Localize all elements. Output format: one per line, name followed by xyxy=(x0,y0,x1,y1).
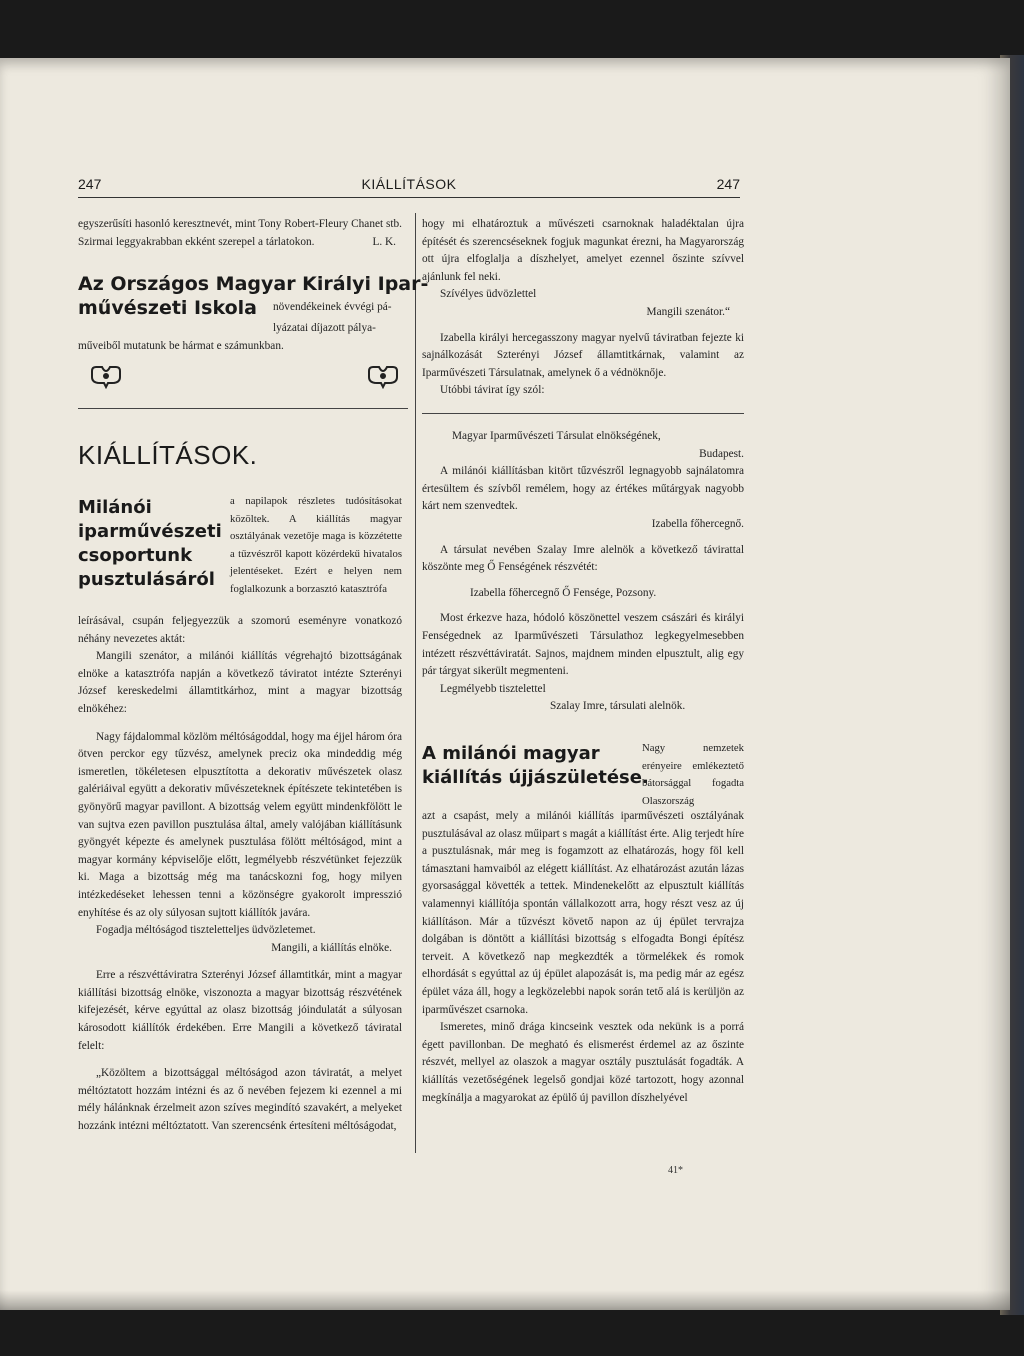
paragraph: Izabella királyi hercegasszony magyar nyelvű táviratban fejezte ki sajnálkozását Szterényi József államtitkárnak, valamint az Iparművészeti Társulatnak, amelynek ő a védnöknője. xyxy=(422,331,744,379)
section-title: KIÁLLÍTÁSOK. xyxy=(78,440,258,470)
right-body-top xyxy=(422,216,744,400)
paragraph: leírásával, csupán feljegyezzük a szomorú eseményre vonatkozó néhány nevezetes aktát: xyxy=(78,615,402,645)
milan-heading xyxy=(78,496,222,592)
school-text-inline: növendékeinek évvégi pá- xyxy=(273,301,392,313)
running-header xyxy=(78,176,740,196)
school-heading: Az Országos Magyar Királyi Ipar- xyxy=(78,273,429,295)
milan-heading-line: Milánói xyxy=(78,497,152,518)
column-rule xyxy=(415,213,416,1153)
left-body xyxy=(78,613,402,1136)
reborn-heading-line: A milánói magyar xyxy=(422,743,600,764)
right-body-bottom xyxy=(422,808,744,1107)
milan-heading-line: pusztulásáról xyxy=(78,569,215,590)
address-line: Budapest. xyxy=(699,447,744,460)
reborn-heading-line: kiállítás újjászületése. xyxy=(422,767,649,788)
header-rule xyxy=(78,197,740,198)
quote-text: „Közöltem a bizottsággal méltóságod azon táviratát, a melyet méltóztatott hozzám intézni és az ő nevében fejezem ki ezennel a mi mély hálánknak érzelmeit azon szíves megindító szavakért, a melyeket hozzánk intézni méltóztatott. Van szerencsénk értesíteni méltóságodat, xyxy=(78,1067,402,1133)
signature: Szalay Imre, társulati alelnök. xyxy=(550,700,686,713)
paragraph: A társulat nevében Szalay Imre alelnök a következő távirattal köszönte meg Ő Fenségének részvétét: xyxy=(422,543,744,574)
telegram-text: Nagy fájdalommal közlöm méltóságoddal, hogy ma éjjel három óra ötven perckor egy tűzvész, amelynek preciz oka mindeddig még ismeretlen, tökéletesen elpusztította a dekorativ művészetek olasz galériáival együtt a dekorativ művészeteknek építészete tekintetében is gyönyörű magyar pavillont. A bizottság velem együtt mindenkfölött le van sujtva ezen pavillon pusztulása által, amely valójában kiállításunk gyöngyét képezte és amelynek pusztulása fölött méltóságod, mint a magyar kormány képviselője előtt, legmélyebb részvétünket fejezzük ki. Maga a bizottság még ma tanácskozni fog, hogy milyen intézkedéseket lehessen tenni a közönségre gyakorolt impresszió enyhítése és az oly súlyosan sujtott kiállítók javára. xyxy=(78,730,402,919)
milan-heading-line: iparművészeti xyxy=(78,521,222,542)
paragraph: Ismeretes, minő drága kincseink vesztek oda nekünk is a porrá égett pavillonban. De megható és elismerést érdemel az az őszinte részvét, mellyel az olaszok a magyar osztály pusztulását fogadták. A kiállítás vezetőségének legelső gondjai közé tartozott, hogy azonnal megkínálja a magyarokat az épülő új pavillon díszhelyével xyxy=(422,1021,744,1104)
running-title: KIÁLLÍTÁSOK xyxy=(361,176,457,192)
school-note xyxy=(78,272,429,352)
paragraph: Utóbbi távirat így szól: xyxy=(440,384,545,397)
section-divider xyxy=(422,413,744,414)
ornament-icon xyxy=(90,365,122,389)
school-text-b: lyázatai díjazott pálya- xyxy=(273,322,376,334)
signature: Izabella főhercegnő. xyxy=(651,517,744,530)
paragraph: Mangili szenátor, a milánói kiállítás végrehajtó bizottságának elnöke a katasztrófa napján a következő táviratot intézte Szterényi József kereskedelmi államtitkárhoz, mint a magyar bizottság elnökéhez: xyxy=(78,650,402,715)
milan-side-text: a napilapok részletes tudósításokat közöltek. A kiállítás magyar osztályának vezetője maga is közzétette a tűzvészről kapott közérdekű hivatalos jelentéseket. Ezért e helyen nem foglalkozunk a borzasztó katasztrófa xyxy=(230,495,402,595)
milan-heading-line: csoportunk xyxy=(78,545,193,566)
paragraph: azt a csapást, mely a milánói kiállítás iparművészeti osztályának pusztulásával az olasz műipart s magát a kiállítást érte. Alig terjedt híre a pusztulásnak, már meg is fogamzott az elhatározás, hogy föl kell támasztani hamvaiból az elégett kiállítást. Az elhatározást azután lázas gyorsasággal követték a tettek. Mindenekelőtt az elpusztult kiállítás valamennyi kiállítója spontán vállalkozott arra, hogy részt vesz az új kiállításon. Már a tűzvészt követő napon az új épület tervrajza dolgában is döntött a kiállítási bizottság s elfogadta Bongi építész terveit. A következő nap megkezdték a törmelékek és romok elhordását s egyúttal az új épület alapozását is, ma pedig már az egész épület váza áll, hogy a legközelebbi napok során tető alá is kerüljön az iparművészet csarnoka. xyxy=(422,810,744,1016)
paragraph: Fogadja méltóságod tiszteletteljes üdvözletemet. xyxy=(96,924,316,937)
paragraph: Erre a részvéttáviratra Szterényi József államtitkár, mint a magyar kiállítási bizottság elnöke, viszonozta a magyar bizottság részvétének kifejezését, kérve egyúttal az olasz bizottság jóindulatát a súlyosan károsodott kiállítók érdekében. Erre Mangili a következő táviratal felelt: xyxy=(78,969,402,1052)
address-line: Magyar Iparművészeti Társulat elnökségének, xyxy=(452,430,661,442)
signature: Mangili, a kiállítás elnöke. xyxy=(271,941,392,954)
paragraph: hogy mi elhatároztuk a művészeti csarnoknak haladéktalan újra építését és szerencséseknek fogjuk magunkat érezni, ha Magyarország ott újra elfoglalja a díszhelyet, amelyet ezennel őszinte szívvel ajánlunk fel neki. xyxy=(422,218,744,283)
author-sign: L. K. xyxy=(372,235,396,248)
section-divider xyxy=(78,408,408,409)
telegram-text: A milánói kiállításban kitört tűzvészről legnagyobb sajnálatomra értesültem és szívből remélem, hogy az értékes műtárgyak nagyobb kárt nem szenvedtek. xyxy=(422,465,744,513)
greeting: Szívélyes üdvözlettel xyxy=(440,288,537,301)
reborn-side-text: Nagy nemzetek erényeire emlékeztető bátorsággal fogadta Olaszország xyxy=(642,742,744,807)
greeting: Legmélyebb tisztelettel xyxy=(440,682,546,695)
school-heading-2: művészeti Iskola xyxy=(78,297,257,319)
signature: Mangili szenátor.“ xyxy=(646,305,730,318)
address-line: Izabella főhercegnő Ő Fensége, Pozsony. xyxy=(470,586,657,599)
paragraph: Most érkezve haza, hódoló köszönettel veszem császári és királyi Fenségednek az Iparművészeti Társulathoz legkegyelmesebben intézett részvéttáviratát. Sajnos, majdnem minden elpusztult, alig egy pár tárgyat sikerült megmenteni. xyxy=(422,612,744,678)
left-intro xyxy=(78,216,402,251)
right-body-mid xyxy=(422,428,744,716)
paragraph: egyszerűsíti hasonló keresztnevét, mint Tony Robert-Fleury Chanet stb. Szirmai leggyakrabban ekként szerepel a tárlatokon. xyxy=(78,218,402,248)
page-number-left: 247 xyxy=(78,176,102,192)
ornament-icon xyxy=(367,365,399,389)
reborn-heading xyxy=(422,742,649,790)
page-number-right: 247 xyxy=(716,176,740,192)
page-shadow xyxy=(0,1290,1010,1310)
school-text-c: műveiből mutatunk be hármat e számunkban. xyxy=(78,340,284,352)
printer-signature-mark: 41* xyxy=(668,1165,683,1176)
